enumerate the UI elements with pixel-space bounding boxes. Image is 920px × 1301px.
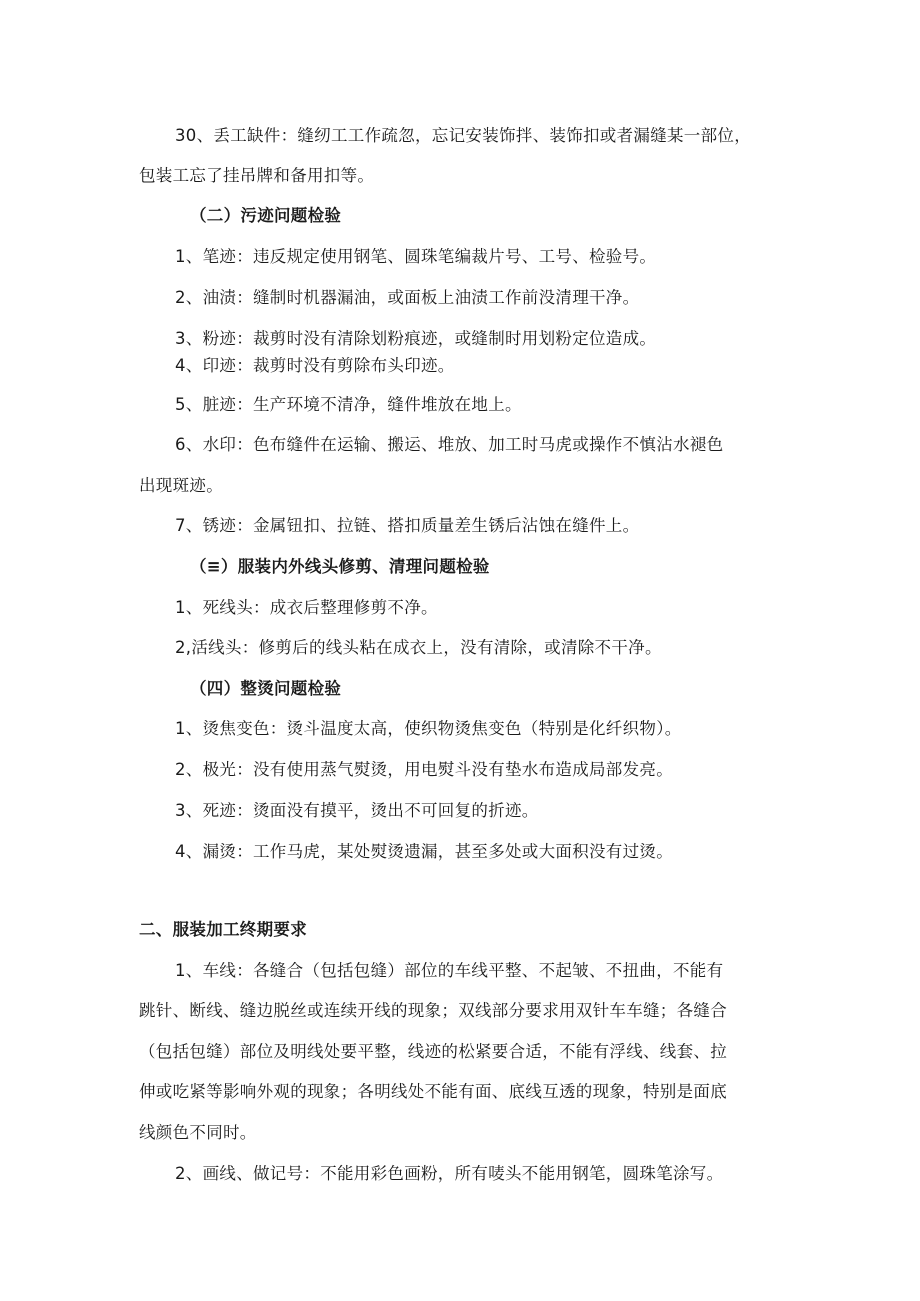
ironing-item-4: 4、漏烫：工作马虎，某处熨烫遗漏，甚至多处或大面积没有过烫。 [175,842,673,861]
stain-item-7: 7、锈迹：金属钮扣、拉链、搭扣质量差生锈后沾蚀在缝件上。 [175,516,640,535]
final-item-2: 2、画线、做记号：不能用彩色画粉，所有唛头不能用钢笔，圆珠笔涂写。 [175,1164,724,1183]
section-heading-stains: （二）污迹问题检验 [190,206,342,225]
part-heading-final-requirements: 二、服装加工终期要求 [139,920,307,939]
stain-item-5: 5、脏迹：生产环境不清净，缝件堆放在地上。 [175,395,522,414]
ironing-item-1: 1、烫焦变色：烫斗温度太高，使织物烫焦变色（特别是化纤织物）。 [175,719,682,738]
final-item-1-line-4: 伸或吃紧等影响外观的现象；各明线处不能有面、底线互透的现象，特别是面底 [139,1082,727,1101]
thread-item-2: 2,活线头：修剪后的线头粘在成衣上，没有清除，或清除不干净。 [175,638,662,657]
stain-item-6-line-1: 6、水印：色布缝件在运输、搬运、堆放、加工时马虎或操作不慎沾水褪色 [175,435,724,454]
final-item-1-line-3: （包括包缝）部位及明线处要平整，线迹的松紧要合适，不能有浮线、线套、拉 [139,1042,727,1061]
final-item-1-line-5: 线颜色不同时。 [139,1123,257,1142]
item-30-line-2: 包装工忘了挂吊牌和备用扣等。 [139,166,375,185]
section-heading-ironing: （四）整烫问题检验 [190,679,342,698]
stain-item-2: 2、油渍：缝制时机器漏油，或面板上油渍工作前没清理干净。 [175,288,640,307]
thread-item-1: 1、死线头：成衣后整理修剪不净。 [175,598,438,617]
ironing-item-2: 2、极光：没有使用蒸气熨烫，用电熨斗没有垫水布造成局部发亮。 [175,760,673,779]
final-item-1-line-2: 跳针、断线、缝边脱丝或连续开线的现象；双线部分要求用双针车车缝；各缝合 [139,1001,727,1020]
stain-item-1: 1、笔迹：违反规定使用钢笔、圆珠笔编裁片号、工号、检验号。 [175,247,657,266]
stain-item-4: 4、印迹：裁剪时没有剪除布头印迹。 [175,356,455,375]
stain-item-6-line-2: 出现斑迹。 [139,476,223,495]
stain-item-3: 3、粉迹：裁剪时没有清除划粉痕迹，或缝制时用划粉定位造成。 [175,329,657,348]
item-30-line-1: 30、丢工缺件：缝纫工工作疏忽，忘记安装饰拌、装饰扣或者漏缝某一部位， [175,126,751,145]
ironing-item-3: 3、死迹：烫面没有摸平，烫出不可回复的折迹。 [175,801,539,820]
section-heading-threads: （≡）服装内外线头修剪、清理问题检验 [190,557,490,576]
final-item-1-line-1: 1、车线：各缝合（包括包缝）部位的车线平整、不起皱、不扭曲，不能有 [175,961,724,980]
